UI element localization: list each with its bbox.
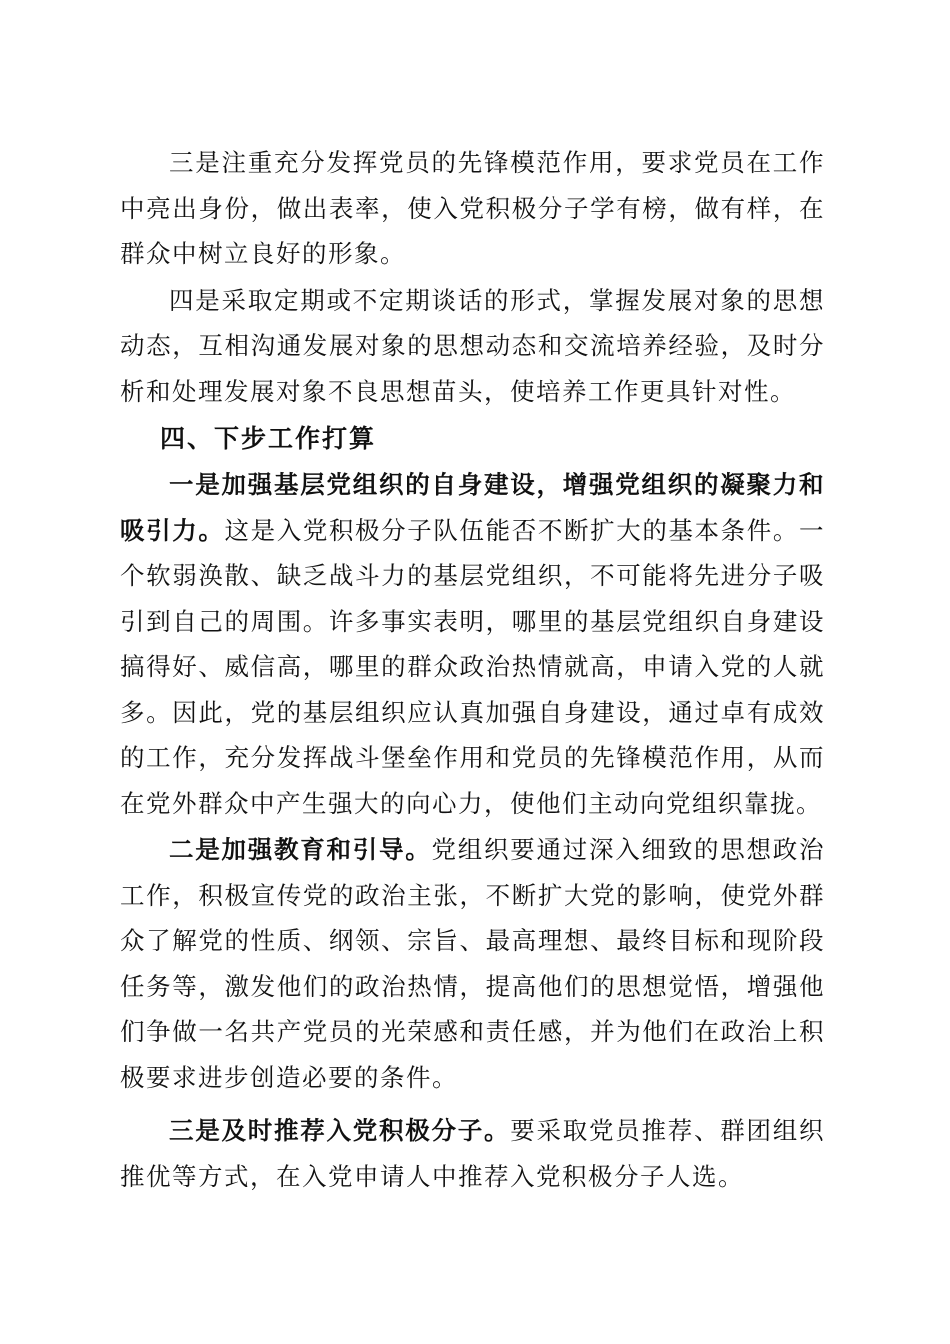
paragraph-regular-talks (120, 278, 825, 415)
paragraph-text: ，要求党员在工作中亮出身份，做出表率，使入党积极分子学有榜，做有样，在群众中树立良好的形象。 (120, 148, 825, 268)
document-body (120, 140, 825, 1207)
plan-lead: 二是加强教育和引导。 (169, 835, 432, 864)
section-heading-next-steps: 四、下步工作打算 (160, 424, 377, 453)
paragraph-lead: 四是采取定期或不定期谈话的形式 (169, 285, 563, 315)
plan-text: 要采取党员推荐、群团组织推优等方式，在入党申请人中推荐入党积极分子人选。 (120, 1116, 825, 1191)
plan-lead: 一是加强基层党组织的自身建设，增强党组织的凝聚力和吸引力。 (120, 470, 825, 545)
plan-lead: 三是及时推荐入党积极分子。 (169, 1116, 511, 1145)
paragraph-lead: 三是注重充分发挥党员的先锋模范作用 (169, 148, 616, 177)
plan-text: 党组织要通过深入细致的思想政治工作，积极宣传党的政治主张，不断扩大党的影响，使党外群众了解党的性质、纲领、宗旨、最高理想、最终目标和现阶段任务等，激发他们的政治热情，提高他们的思想觉悟，增强他们争做一名共产党员的光荣感和责任感，并为他们在政治上积极要求进步创造必要的条件。 (120, 835, 825, 1092)
paragraph-text: ，掌握发展对象的思想动态，互相沟通发展对象的思想动态和交流培养经验，及时分析和处理发展对象不良思想苗头，使培养工作更具针对性。 (120, 285, 825, 406)
plan-paragraph-3 (120, 1108, 825, 1199)
plan-paragraph-2 (120, 827, 825, 1100)
plan-paragraph-1 (120, 462, 825, 826)
paragraph-pioneer-role (120, 140, 825, 277)
plan-text: 这是入党积极分子队伍能否不断扩大的基本条件。一个软弱涣散、缺乏战斗力的基层党组织，不可能将先进分子吸引到自己的周围。许多事实表明，哪里的基层党组织自身建设搞得好、威信高，哪里的群众政治热情就高，申请入党的人就多。因此，党的基层组织应认真加强自身建设，通过卓有成效的工作，充分发挥战斗堡垒作用和党员的先锋模范作用，从而在党外群众中产生强大的向心力，使他们主动向党组织靠拢。 (120, 515, 826, 818)
